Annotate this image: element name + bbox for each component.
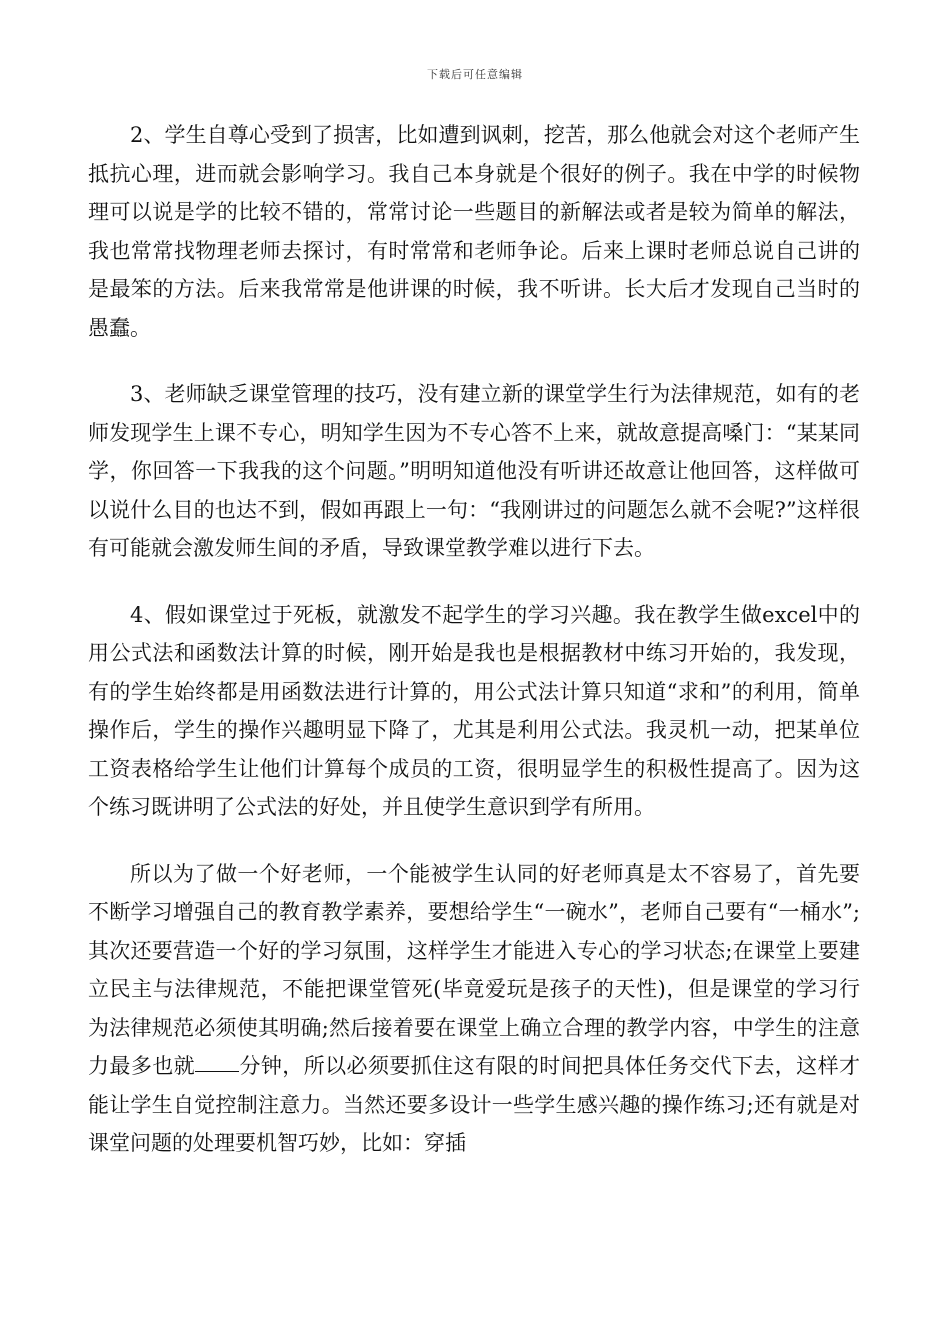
- page-header: 下载后可任意编辑: [427, 68, 523, 81]
- paragraph-2: 2、学生自尊心受到了损害，比如遭到讽刺，挖苦，那么他就会对这个老师产生抵抗心理，进而就会影响学习。我自己本身就是个很好的例子。我在中学的时候物理可以说是学的比较不错的，常常讨论一些题目的新解法或者是较为简单的解法，我也常常找物理老师去探讨，有时常常和老师争论。后来上课时老师总说自己讲的是最笨的方法。后来我常常是他讲课的时候，我不听讲。长大后才发现自己当时的愚蠢。: [88, 123, 860, 340]
- paragraph-conclusion: [88, 855, 860, 1163]
- paragraph-4: 4、假如课堂过于死板，就激发不起学生的学习兴趣。我在教学生做excel中的用公式法和函数法计算的时候，刚开始是我也是根据教材中练习开始的，我发现，有的学生始终都是用函数法进行计算的，用公式法计算只知道“求和”的利用，简单操作后，学生的操作兴趣明显下降了，尤其是利用公式法。我灵机一动，把某单位工资表格给学生让他们计算每个成员的工资，很明显学生的积极性提高了。因为这个练习既讲明了公式法的好处，并且使学生意识到学有所用。: [88, 602, 860, 819]
- conclusion-text-after-blank: 分钟，所以必须要抓住这有限的时间把具体任务交代下去，这样才能让学生自觉控制注意力。当然还要多设计一些学生感兴趣的操作练习;还有就是对课堂问题的处理要机智巧妙，比如：穿插: [88, 1054, 861, 1155]
- fill-in-blank: [195, 1071, 239, 1072]
- conclusion-text-before-blank: 所以为了做一个好老师，一个能被学生认同的好老师真是太不容易了，首先要不断学习增强自己的教育教学素养，要想给学生“一碗水”，老师自己要有“一桶水”;其次还要营造一个好的学习氛围，这样学生才能进入专心的学习状态;在课堂上要建立民主与法律规范，不能把课堂管死(毕竟爱玩是孩子的天性)，但是课堂的学习行为法律规范必须使其明确;然后接着要在课堂上确立合理的教学内容，中学生的注意力最多也就: [88, 861, 860, 1078]
- paragraph-3: 3、老师缺乏课堂管理的技巧，没有建立新的课堂学生行为法律规范，如有的老师发现学生上课不专心，明知学生因为不专心答不上来，就故意提高嗓门：“某某同学，你回答一下我我的这个问题。”明明知道他没有听讲还故意让他回答，这样做可以说什么目的也达不到，假如再跟上一句：“我刚讲过的问题怎么就不会呢?”这样很有可能就会激发师生间的矛盾，导致课堂教学难以进行下去。: [88, 382, 860, 560]
- document-body: [88, 116, 860, 1191]
